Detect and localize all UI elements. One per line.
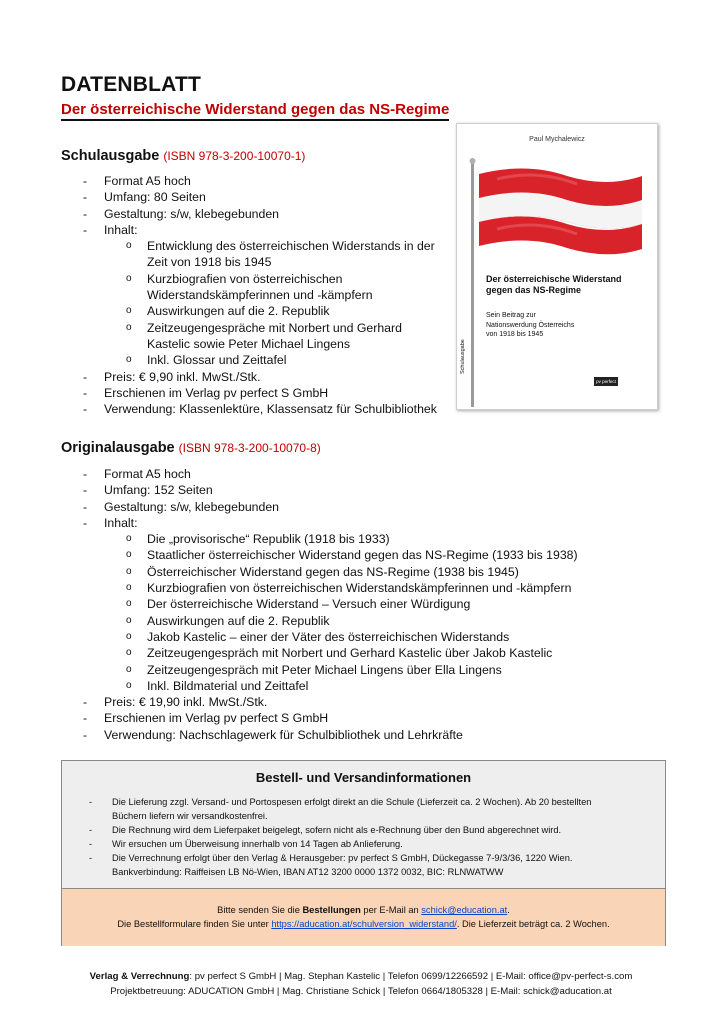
order-info-list (62, 795, 632, 879)
order-instructions (62, 888, 665, 946)
inhalt-item: o Entwicklung des österreichischen Widerstands in der Zeit von 1918 bis 1945 (126, 239, 435, 270)
list-item: - Format A5 hoch (83, 467, 191, 481)
cover-subtitle: Sein Beitrag zur Nationswerdung Österreichs von 1918 bis 1945 (486, 312, 575, 338)
inhalt-item: o Kurzbiografien von österreichischen Widerstandskämpferinnen und -kämpfern (126, 581, 572, 596)
list-item: - Preis: € 9,90 inkl. MwSt./Stk. (83, 369, 261, 384)
section-title-originalausgabe (61, 440, 321, 456)
order-forms-link[interactable]: https://aducation.at/schulversion_widerstand/ (271, 919, 457, 929)
footer-project-line: Projektbetreuung: ADUCATION GmbH | Mag. Christiane Schick | Telefon 0664/1805328 | E-Mail: schick@aducation.at (110, 986, 612, 997)
title-underline (61, 119, 449, 121)
publisher-logo: pv perfect (594, 377, 618, 386)
section-title-text: Originalausgabe (61, 440, 175, 456)
page-footer (0, 969, 722, 999)
list-item: - Inhalt: o Entwicklung des österreichischen Widerstands in der Zeit von 1918 bis 1945 o Kurzbiografien von österreichischen Widerstandskämpferinnen und -kämpfern o Auswirkungen auf die 2. Republik o Zeitzeugengespräche mit Norbert und Gerhard Kastelic sowie Peter Michael Lingens o Inkl. Glossar und Zeittafel (0, 222, 437, 369)
list-item: - Preis: € 19,90 inkl. MwSt./Stk. (83, 695, 268, 710)
inhalt-list (104, 531, 578, 694)
cover-edition-label: Schulausgabe (460, 339, 466, 374)
inhalt-item: o Auswirkungen auf die 2. Republik (126, 613, 330, 628)
inhalt-item: o Inkl. Bildmaterial und Zeittafel (126, 678, 309, 693)
footer-publisher-line: Verlag & Verrechnung: pv perfect S GmbH | Mag. Stephan Kastelic | Telefon 0699/12266592 | E-Mail: office@pv-perfect-s.com (89, 971, 633, 982)
list-item: - Inhalt: o Die „provisorische“ Republik (1918 bis 1933) o Staatlicher österreichischer Widerstand gegen das NS-Regime (1933 bis 1938) o Österreichischer Widerstand gegen das NS-Regime (1938 bis 1945) o Kurzbiografien von österreichischen Widerstandskämpferinnen und -kämpfern o Der österreichische Widerstand – Versuch einer Würdigung o Auswirkungen auf die 2. Republik o Jakob Kastelic – einer der Väter des österreichischen Widerstands o Zeitzeugengespräch mit Norbert und Gerhard Kastelic über Jakob Kastelic o Zeitzeugengespräch mit Peter Michael Lingens über Ella Lingens o Inkl. Bildmaterial und Zeittafel (0, 515, 578, 694)
order-info-box (61, 760, 666, 946)
inhalt-item: o Zeitzeugengespräch mit Peter Michael Lingens über Ella Lingens (126, 662, 502, 677)
order-email-link[interactable]: schick@education.at (421, 905, 508, 915)
originalausgabe-details (0, 466, 578, 743)
section-title-schulausgabe (61, 148, 305, 164)
list-item: - Verwendung: Klassenlektüre, Klassensatz für Schulbibliothek (83, 402, 437, 417)
inhalt-item: o Staatlicher österreichischer Widerstand gegen das NS-Regime (1933 bis 1938) (126, 548, 578, 563)
isbn-originalausgabe: (ISBN 978-3-200-10070-8) (178, 441, 321, 455)
order-email-line: Bitte senden Sie die Bestellungen per E-Mail an schick@education.at. (217, 905, 510, 915)
page-title: DATENBLATT (61, 73, 202, 96)
list-item: - Erschienen im Verlag pv perfect S GmbH (83, 385, 329, 400)
schulausgabe-details (0, 173, 437, 417)
list-item: - Verwendung: Nachschlagewerk für Schulbibliothek und Lehrkräfte (83, 727, 463, 742)
list-item: - Gestaltung: s/w, klebegebunden (83, 206, 280, 221)
order-info-title: Bestell- und Versandinformationen (255, 770, 472, 785)
order-forms-line: Die Bestellformulare finden Sie unter https://aducation.at/schulversion_widerstand/. Die Lieferzeit beträgt ca. 2 Wochen. (117, 919, 610, 929)
austrian-flag-icon (457, 124, 657, 409)
inhalt-item: o Der österreichische Widerstand – Versuch einer Würdigung (126, 597, 471, 612)
inhalt-item: o Zeitzeugengespräch mit Norbert und Gerhard Kastelic über Jakob Kastelic (126, 646, 553, 661)
cover-author: Paul Mychalewicz (529, 136, 585, 143)
section-title-text: Schulausgabe (61, 148, 160, 164)
list-item: - Umfang: 152 Seiten (83, 483, 213, 498)
inhalt-list (104, 238, 437, 368)
inhalt-item: o Die „provisorische“ Republik (1918 bis 1933) (126, 532, 390, 547)
list-item: - Wir ersuchen um Überweisung innerhalb von 14 Tagen ab Anlieferung. (89, 839, 403, 849)
inhalt-item: o Österreichischer Widerstand gegen das NS-Regime (1938 bis 1945) (126, 564, 519, 579)
isbn-schulausgabe: (ISBN 978-3-200-10070-1) (163, 149, 306, 163)
list-item: - Die Verrechnung erfolgt über den Verlag & Herausgeber: pv perfect S GmbH, Dückegasse 7-9/3/36, 1220 Wien. Bankverbindung: Raiffeisen LB Nö-Wien, IBAN AT12 3200 0000 1372 0032, BIC: RLNWATWW (89, 853, 573, 877)
page-subtitle: Der österreichische Widerstand gegen das NS-Regime (61, 101, 450, 118)
list-item: - Format A5 hoch (83, 174, 191, 188)
book-cover (456, 123, 658, 410)
cover-title: Der österreichische Widerstand gegen das NS-Regime (486, 274, 622, 295)
list-item: - Die Rechnung wird dem Lieferpaket beigelegt, sofern nicht als e-Rechnung über den Bund abgerechnet wird. (89, 825, 562, 835)
inhalt-item: o Zeitzeugengespräche mit Norbert und Gerhard Kastelic sowie Peter Michael Lingens (126, 320, 402, 351)
list-item: - Umfang: 80 Seiten (83, 190, 206, 205)
inhalt-item: o Kurzbiografien von österreichischen Widerstandskämpferinnen und -kämpfern (126, 271, 373, 303)
list-item: - Gestaltung: s/w, klebegebunden (83, 499, 280, 514)
list-item: - Die Lieferung zzgl. Versand- und Portospesen erfolgt direkt an die Schule (Lieferzeit ca. 2 Wochen). Ab 20 bestellten Büchern liefern wir versandkostenfrei. (89, 797, 592, 821)
inhalt-item: o Jakob Kastelic – einer der Väter des österreichischen Widerstands (126, 629, 510, 644)
inhalt-item: o Auswirkungen auf die 2. Republik (126, 304, 330, 319)
list-item: - Erschienen im Verlag pv perfect S GmbH (83, 711, 329, 726)
inhalt-item: o Inkl. Glossar und Zeittafel (126, 353, 287, 368)
